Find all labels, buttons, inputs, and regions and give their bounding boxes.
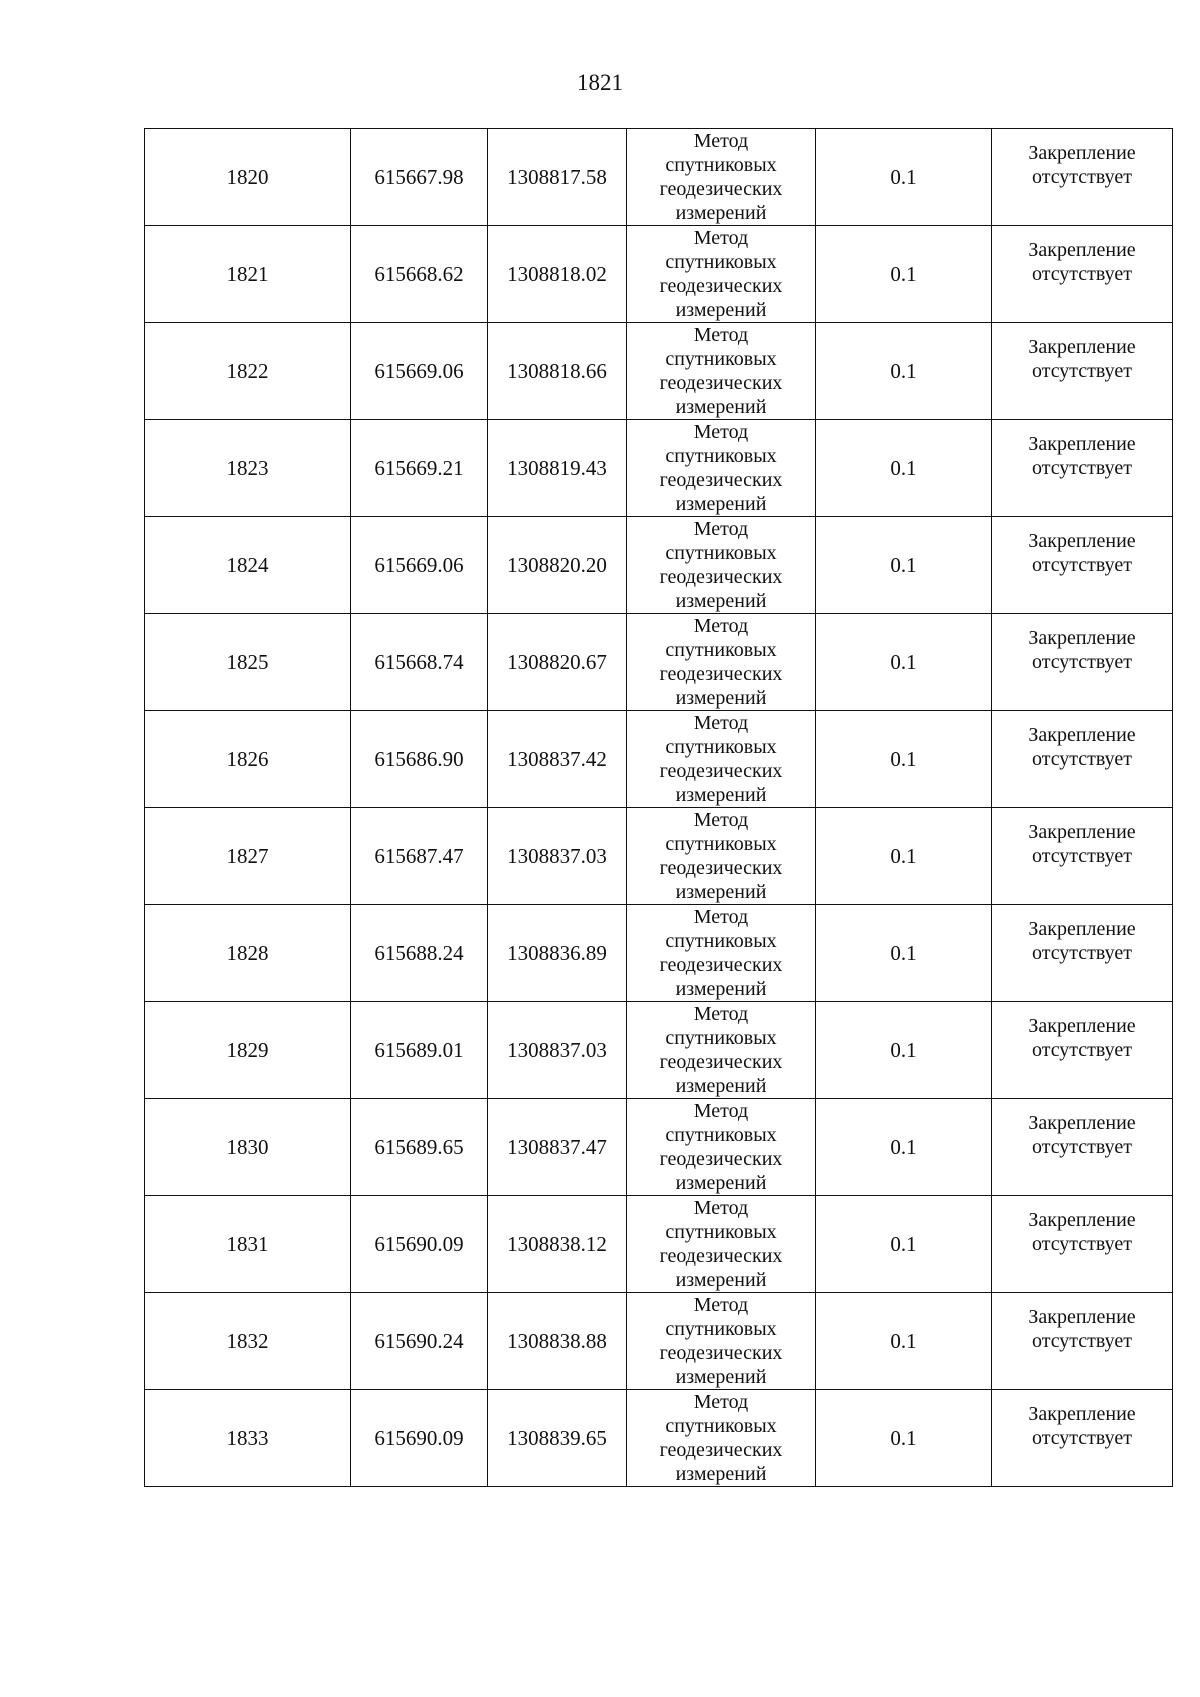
fixing-text-line: Закрепление xyxy=(1028,724,1136,746)
y-coordinate-cell: 1308820.67 xyxy=(488,614,627,711)
x-coordinate-cell: 615667.98 xyxy=(351,129,488,226)
method-text-line: измерений xyxy=(675,1075,767,1097)
method-text-line: измерений xyxy=(675,687,767,709)
point-number-cell: 1832 xyxy=(145,1293,351,1390)
fixing-text-line: отсутствует xyxy=(1031,651,1133,673)
method-text-line: геодезических xyxy=(659,663,783,685)
point-number-cell: 1829 xyxy=(145,1002,351,1099)
accuracy-cell: 0.1 xyxy=(816,711,992,808)
fixing-text-line: отсутствует xyxy=(1031,1136,1133,1158)
fixing-text-line: отсутствует xyxy=(1031,845,1133,867)
fixing-text-line: Закрепление xyxy=(1028,1403,1136,1425)
accuracy-cell: 0.1 xyxy=(816,808,992,905)
point-number-cell: 1825 xyxy=(145,614,351,711)
method-text-line: измерений xyxy=(675,493,767,515)
point-number-cell: 1826 xyxy=(145,711,351,808)
fixing-cell xyxy=(992,808,1173,905)
accuracy-cell: 0.1 xyxy=(816,129,992,226)
table-row xyxy=(145,1293,1173,1390)
x-coordinate-cell: 615687.47 xyxy=(351,808,488,905)
method-cell xyxy=(627,226,816,323)
y-coordinate-cell: 1308837.03 xyxy=(488,1002,627,1099)
accuracy-cell: 0.1 xyxy=(816,1196,992,1293)
fixing-cell xyxy=(992,1099,1173,1196)
table-row xyxy=(145,808,1173,905)
method-cell xyxy=(627,1099,816,1196)
method-text-line: измерений xyxy=(675,1172,767,1194)
fixing-text-line: отсутствует xyxy=(1031,1233,1133,1255)
method-text-line: Метод xyxy=(693,227,749,249)
x-coordinate-cell: 615668.62 xyxy=(351,226,488,323)
x-coordinate-cell: 615688.24 xyxy=(351,905,488,1002)
fixing-text-line: Закрепление xyxy=(1028,627,1136,649)
fixing-cell xyxy=(992,129,1173,226)
method-text-line: Метод xyxy=(693,615,749,637)
method-text-line: измерений xyxy=(675,396,767,418)
method-text-line: спутниковых xyxy=(665,154,777,176)
fixing-cell xyxy=(992,1002,1173,1099)
accuracy-cell: 0.1 xyxy=(816,323,992,420)
fixing-cell xyxy=(992,1390,1173,1487)
method-text-line: геодезических xyxy=(659,760,783,782)
x-coordinate-cell: 615686.90 xyxy=(351,711,488,808)
x-coordinate-cell: 615689.65 xyxy=(351,1099,488,1196)
method-text-line: измерений xyxy=(675,1269,767,1291)
x-coordinate-cell: 615668.74 xyxy=(351,614,488,711)
method-text-line: спутниковых xyxy=(665,833,777,855)
method-text-line: геодезических xyxy=(659,469,783,491)
method-text-line: спутниковых xyxy=(665,542,777,564)
method-text-line: спутниковых xyxy=(665,1221,777,1243)
table-row xyxy=(145,129,1173,226)
fixing-cell xyxy=(992,226,1173,323)
point-number-cell: 1833 xyxy=(145,1390,351,1487)
method-text-line: спутниковых xyxy=(665,251,777,273)
fixing-text-line: Закрепление xyxy=(1028,239,1136,261)
fixing-text-line: Закрепление xyxy=(1028,1209,1136,1231)
accuracy-cell: 0.1 xyxy=(816,1390,992,1487)
fixing-text-line: Закрепление xyxy=(1028,336,1136,358)
method-text-line: геодезических xyxy=(659,566,783,588)
method-text-line: геодезических xyxy=(659,1342,783,1364)
method-text-line: Метод xyxy=(693,1197,749,1219)
y-coordinate-cell: 1308837.42 xyxy=(488,711,627,808)
fixing-text-line: отсутствует xyxy=(1031,748,1133,770)
method-cell xyxy=(627,905,816,1002)
y-coordinate-cell: 1308818.66 xyxy=(488,323,627,420)
y-coordinate-cell: 1308819.43 xyxy=(488,420,627,517)
y-coordinate-cell: 1308838.88 xyxy=(488,1293,627,1390)
fixing-text-line: Закрепление xyxy=(1028,1306,1136,1328)
fixing-text-line: Закрепление xyxy=(1028,142,1136,164)
fixing-text-line: отсутствует xyxy=(1031,1427,1133,1449)
fixing-cell xyxy=(992,614,1173,711)
table-row xyxy=(145,711,1173,808)
method-text-line: Метод xyxy=(693,518,749,540)
fixing-text-line: отсутствует xyxy=(1031,263,1133,285)
method-text-line: геодезических xyxy=(659,178,783,200)
x-coordinate-cell: 615669.06 xyxy=(351,323,488,420)
method-text-line: Метод xyxy=(693,906,749,928)
method-cell xyxy=(627,517,816,614)
point-number-cell: 1822 xyxy=(145,323,351,420)
method-text-line: геодезических xyxy=(659,1051,783,1073)
y-coordinate-cell: 1308817.58 xyxy=(488,129,627,226)
method-text-line: спутниковых xyxy=(665,1415,777,1437)
x-coordinate-cell: 615669.06 xyxy=(351,517,488,614)
method-cell xyxy=(627,711,816,808)
table-row xyxy=(145,1196,1173,1293)
fixing-text-line: Закрепление xyxy=(1028,433,1136,455)
fixing-cell xyxy=(992,517,1173,614)
fixing-text-line: отсутствует xyxy=(1031,1039,1133,1061)
method-text-line: геодезических xyxy=(659,1245,783,1267)
method-text-line: геодезических xyxy=(659,1148,783,1170)
accuracy-cell: 0.1 xyxy=(816,420,992,517)
table-row xyxy=(145,517,1173,614)
point-number-cell: 1824 xyxy=(145,517,351,614)
x-coordinate-cell: 615690.24 xyxy=(351,1293,488,1390)
fixing-cell xyxy=(992,1293,1173,1390)
method-text-line: Метод xyxy=(693,130,749,152)
x-coordinate-cell: 615690.09 xyxy=(351,1390,488,1487)
coordinates-table xyxy=(144,128,1173,1487)
point-number-cell: 1820 xyxy=(145,129,351,226)
method-text-line: измерений xyxy=(675,784,767,806)
table-row xyxy=(145,905,1173,1002)
x-coordinate-cell: 615689.01 xyxy=(351,1002,488,1099)
method-text-line: Метод xyxy=(693,1003,749,1025)
method-text-line: спутниковых xyxy=(665,736,777,758)
method-text-line: спутниковых xyxy=(665,1124,777,1146)
y-coordinate-cell: 1308838.12 xyxy=(488,1196,627,1293)
method-text-line: измерений xyxy=(675,881,767,903)
fixing-text-line: Закрепление xyxy=(1028,1112,1136,1134)
method-text-line: спутниковых xyxy=(665,930,777,952)
method-cell xyxy=(627,420,816,517)
method-cell xyxy=(627,614,816,711)
method-text-line: измерений xyxy=(675,1366,767,1388)
table-row xyxy=(145,323,1173,420)
table-body xyxy=(145,129,1173,1487)
method-text-line: спутниковых xyxy=(665,348,777,370)
accuracy-cell: 0.1 xyxy=(816,1293,992,1390)
method-text-line: измерений xyxy=(675,978,767,1000)
fixing-text-line: Закрепление xyxy=(1028,530,1136,552)
method-cell xyxy=(627,808,816,905)
method-text-line: спутниковых xyxy=(665,1027,777,1049)
accuracy-cell: 0.1 xyxy=(816,226,992,323)
table-row xyxy=(145,1099,1173,1196)
table-row xyxy=(145,226,1173,323)
method-text-line: геодезических xyxy=(659,275,783,297)
y-coordinate-cell: 1308818.02 xyxy=(488,226,627,323)
fixing-text-line: отсутствует xyxy=(1031,457,1133,479)
method-text-line: геодезических xyxy=(659,372,783,394)
method-text-line: геодезических xyxy=(659,1439,783,1461)
point-number-cell: 1830 xyxy=(145,1099,351,1196)
table-row xyxy=(145,614,1173,711)
method-cell xyxy=(627,1002,816,1099)
method-cell xyxy=(627,1196,816,1293)
accuracy-cell: 0.1 xyxy=(816,1002,992,1099)
y-coordinate-cell: 1308839.65 xyxy=(488,1390,627,1487)
fixing-text-line: отсутствует xyxy=(1031,554,1133,576)
table-row xyxy=(145,1002,1173,1099)
method-cell xyxy=(627,129,816,226)
fixing-text-line: отсутствует xyxy=(1031,360,1133,382)
y-coordinate-cell: 1308836.89 xyxy=(488,905,627,1002)
fixing-text-line: отсутствует xyxy=(1031,942,1133,964)
y-coordinate-cell: 1308837.47 xyxy=(488,1099,627,1196)
method-text-line: Метод xyxy=(693,421,749,443)
method-text-line: Метод xyxy=(693,1100,749,1122)
y-coordinate-cell: 1308837.03 xyxy=(488,808,627,905)
y-coordinate-cell: 1308820.20 xyxy=(488,517,627,614)
point-number-cell: 1828 xyxy=(145,905,351,1002)
page-number: 1821 xyxy=(577,70,623,95)
accuracy-cell: 0.1 xyxy=(816,614,992,711)
method-text-line: геодезических xyxy=(659,954,783,976)
fixing-text-line: Закрепление xyxy=(1028,1015,1136,1037)
table-row xyxy=(145,1390,1173,1487)
method-cell xyxy=(627,323,816,420)
method-text-line: измерений xyxy=(675,299,767,321)
method-cell xyxy=(627,1293,816,1390)
method-text-line: Метод xyxy=(693,1294,749,1316)
fixing-cell xyxy=(992,711,1173,808)
fixing-text-line: Закрепление xyxy=(1028,821,1136,843)
x-coordinate-cell: 615669.21 xyxy=(351,420,488,517)
point-number-cell: 1821 xyxy=(145,226,351,323)
fixing-text-line: Закрепление xyxy=(1028,918,1136,940)
method-cell xyxy=(627,1390,816,1487)
table-row xyxy=(145,420,1173,517)
fixing-cell xyxy=(992,905,1173,1002)
method-text-line: измерений xyxy=(675,202,767,224)
method-text-line: геодезических xyxy=(659,857,783,879)
fixing-cell xyxy=(992,323,1173,420)
method-text-line: спутниковых xyxy=(665,1318,777,1340)
method-text-line: Метод xyxy=(693,712,749,734)
fixing-text-line: отсутствует xyxy=(1031,166,1133,188)
x-coordinate-cell: 615690.09 xyxy=(351,1196,488,1293)
accuracy-cell: 0.1 xyxy=(816,1099,992,1196)
accuracy-cell: 0.1 xyxy=(816,905,992,1002)
fixing-text-line: отсутствует xyxy=(1031,1330,1133,1352)
method-text-line: спутниковых xyxy=(665,445,777,467)
fixing-cell xyxy=(992,1196,1173,1293)
point-number-cell: 1823 xyxy=(145,420,351,517)
method-text-line: Метод xyxy=(693,324,749,346)
point-number-cell: 1831 xyxy=(145,1196,351,1293)
accuracy-cell: 0.1 xyxy=(816,517,992,614)
method-text-line: измерений xyxy=(675,1463,767,1485)
method-text-line: Метод xyxy=(693,1391,749,1413)
method-text-line: спутниковых xyxy=(665,639,777,661)
point-number-cell: 1827 xyxy=(145,808,351,905)
fixing-cell xyxy=(992,420,1173,517)
method-text-line: Метод xyxy=(693,809,749,831)
method-text-line: измерений xyxy=(675,590,767,612)
